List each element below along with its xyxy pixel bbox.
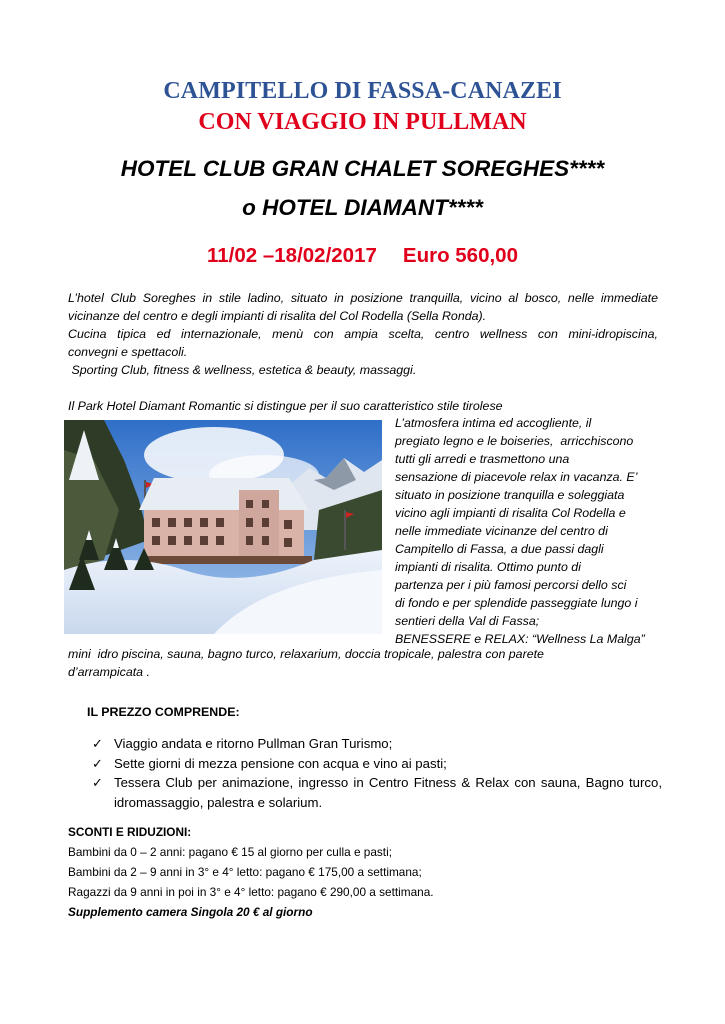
diamant-line: vicino agli impianti di risalita Col Rodella e xyxy=(395,506,626,520)
hotel-name-primary: HOTEL CLUB GRAN CHALET SOREGHES**** xyxy=(120,156,605,181)
list-item xyxy=(92,773,662,812)
checkmark-icon: ✓ xyxy=(92,755,103,771)
diamant-line: tutti gli arredi e trasmettono una xyxy=(395,452,570,466)
diamant-line: di fondo e per splendide passeggiate lungo i xyxy=(395,596,638,610)
include-text: Sette giorni di mezza pensione con acqua e vino ai pasti; xyxy=(114,755,447,771)
intro-line: L’hotel Club Soreghes in stile ladino, situato in posizione tranquilla, vicino al bosco, nelle immediate xyxy=(68,291,658,305)
include-text: idromassaggio, palestra e solarium. xyxy=(114,794,323,810)
diamant-line: impianti di risalita. Ottimo punto di xyxy=(395,560,581,574)
discount-line: Ragazzi da 9 anni in poi in 3° e 4° letto: pagano € 290,00 a settimana. xyxy=(68,885,434,899)
intro-line: Sporting Club, fitness & wellness, estetica & beauty, massaggi. xyxy=(68,363,417,377)
intro-line: convegni e spettacoli. xyxy=(68,345,188,359)
title-destination: CAMPITELLO DI FASSA-CANAZEI xyxy=(163,78,562,104)
intro-line: Cucina tipica ed internazionale, menù con ampia scelta, centro wellness con mini-idropiscina, xyxy=(68,327,658,341)
includes-heading: IL PREZZO COMPRENDE: xyxy=(87,705,240,719)
diamant-description xyxy=(395,414,657,648)
discounts-heading: SCONTI E RIDUZIONI: xyxy=(68,825,192,839)
diamant-line: BENESSERE e RELAX: “Wellness La Malga” xyxy=(395,632,645,646)
diamant-first-line: Il Park Hotel Diamant Romantic si distingue per il suo caratteristico stile tirolese xyxy=(68,399,503,413)
diamant-line: sentieri della Val di Fassa; xyxy=(395,614,540,628)
discount-line: Bambini da 0 – 2 anni: pagano € 15 al giorno per culla e pasti; xyxy=(68,845,392,859)
checkmark-icon: ✓ xyxy=(92,775,103,790)
checkmark-icon: ✓ xyxy=(92,736,103,751)
discounts-section xyxy=(68,822,658,922)
include-text: Tessera Club per animazione, ingresso in Centro Fitness & Relax con sauna, Bagno turco, xyxy=(114,775,662,790)
diamant-line: pregiato legno e le boiseries, arricchiscono xyxy=(395,434,634,448)
discount-line: Bambini da 2 – 9 anni in 3° e 4° letto: pagano € 175,00 a settimana; xyxy=(68,865,422,879)
travel-dates: 11/02 –18/02/2017 xyxy=(207,244,377,267)
includes-list xyxy=(92,734,662,812)
title-transport: CON VIAGGIO IN PULLMAN xyxy=(198,109,527,135)
diamant-line: partenza per i più famosi percorsi dello sci xyxy=(395,578,627,592)
diamant-line: L’atmosfera intima ed accogliente, il xyxy=(395,416,592,430)
diamant-line: situato in posizione tranquilla e soleggiata xyxy=(395,488,625,502)
list-item xyxy=(92,754,662,774)
hotel-photo xyxy=(64,420,382,634)
price: Euro 560,00 xyxy=(402,244,518,267)
single-room-supplement: Supplemento camera Singola 20 € al giorno xyxy=(68,905,313,919)
diamant-continuation xyxy=(68,645,658,681)
diamant-cont-line: d’arrampicata . xyxy=(68,665,150,679)
intro-paragraph xyxy=(68,289,658,379)
hotel-name-alternative: o HOTEL DIAMANT**** xyxy=(242,195,483,220)
diamant-line: sensazione di piacevole relax in vacanza. E’ xyxy=(395,470,638,484)
intro-line: vicinanze del centro e degli impianti di risalita del Col Rodella (Sella Ronda). xyxy=(68,309,487,323)
list-item xyxy=(92,734,662,754)
diamant-line: nelle immediate vicinanze del centro di xyxy=(395,524,608,538)
dates-and-price xyxy=(0,244,725,268)
diamant-line: Campitello di Fassa, a due passi dagli xyxy=(395,542,604,556)
diamant-cont-line: mini idro piscina, sauna, bagno turco, relaxarium, doccia tropicale, palestra con parete xyxy=(68,647,544,661)
include-text: Viaggio andata e ritorno Pullman Gran Turismo; xyxy=(114,736,393,751)
